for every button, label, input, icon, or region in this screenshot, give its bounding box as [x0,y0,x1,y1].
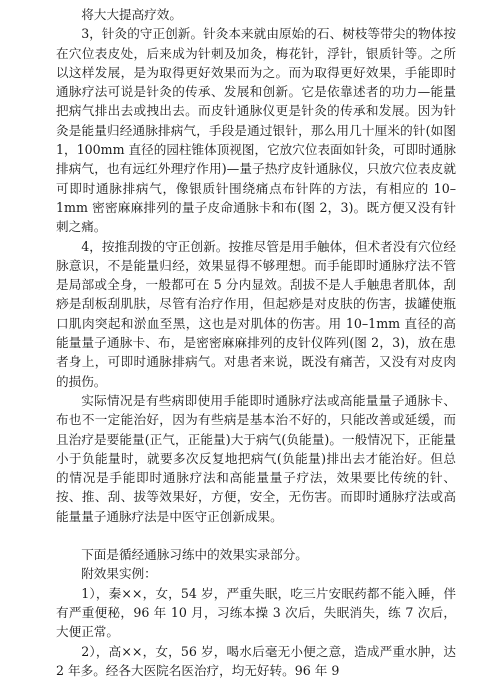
paragraph-records-intro: 下面是循经通脉习练中的效果实录部分。 [56,545,456,564]
paragraph-massage: 4，按推刮拨的守正创新。按推尽管是用手触体，但术者没有穴位经脉意识，不是能量归经，效果显得不够理想。而手能即时通脉疗法不管是局部或全身，一般都可在 5 分内显效。刮拔不是人手触患者肌体，刮痧是刮板刮肌肤，尽管有治疗作用，但起痧是对皮肤的伤害，拔罐使瓶口肌肉突起和淤血至黑，这也是对肌体的伤害。用 10–1mm 直径的高能量量子通脉卡、布，是密密麻麻排列的皮针仪阵列(图 2，3)，放在患者身上，可即时通脉排病气。对患者来说，既没有痛苦，又没有对皮肉的损伤。 [56,237,456,391]
paragraph-example-2: 2），高××，女，56 岁，喝水后毫无小便之意，造成严重水肿，达 2 年多。经各大医院名医治疗，均无好转。96 年 9 [56,642,456,680]
paragraph-continuation: 将大大提高疗效。 [56,5,456,24]
paragraph-practical: 实际情况是有些病即使用手能即时通脉疗法或高能量量子通脉卡、布也不一定能治好，因为有些病是基本治不好的，只能改善或延缓，而且治疗是要能量(正气，正能量)大于病气(负能量)。一般情况下，正能量小于负能量时，就要多次反复地把病气(负能量)排出去才能治好。但总的情况是手能即时通脉疗法和高能量量子疗法，效果要比传统的针、按、推、刮、拔等效果好，方便，安全，无伤害。而即时通脉疗法或高能量量子通脉疗法是中医守正创新成果。 [56,391,456,526]
paragraph-gap [56,526,456,545]
paragraph-acupuncture: 3，针灸的守正创新。针灸本来就由原始的石、树枝等带尖的物体按在穴位表皮处，后来成为针刺及加灸，梅花针，浮针，银质针等。之所以这样发展，是为取得更好效果而为之。而为取得更好效果，手能即时通脉疗法可说是针灸的传承、发展和创新。它是依靠述者的功力—能量把病气排出去或拽出去。而皮针通脉仪更是针灸的传承和发展。因为针灸是能量归经通脉排病气，手段是通过银针，那么用几十厘米的针(如图 1，100mm 直径的园柱锥体顶视图，它放穴位表面如针灸，可即时通脉排病气，也有远红外理疗作用)—量子热疗皮针通脉仪，只放穴位表皮就可即时通脉排病气，像银质针围绕痛点布针阵的方法，有相应的 10–1mm 密密麻麻排列的量子皮命通脉卡和布(图 2，3)。既方便又没有针刺之痛。 [56,24,456,236]
paragraph-examples-heading: 附效果实例： [56,564,456,583]
document-page [56,0,456,680]
paragraph-example-1: 1），秦××，女，54 岁，严重失眠，吃三片安眠药都不能入睡，伴有严重便秘，96 年 10 月，习练本操 3 次后，失眠消失，练 7 次后，大便正常。 [56,584,456,642]
